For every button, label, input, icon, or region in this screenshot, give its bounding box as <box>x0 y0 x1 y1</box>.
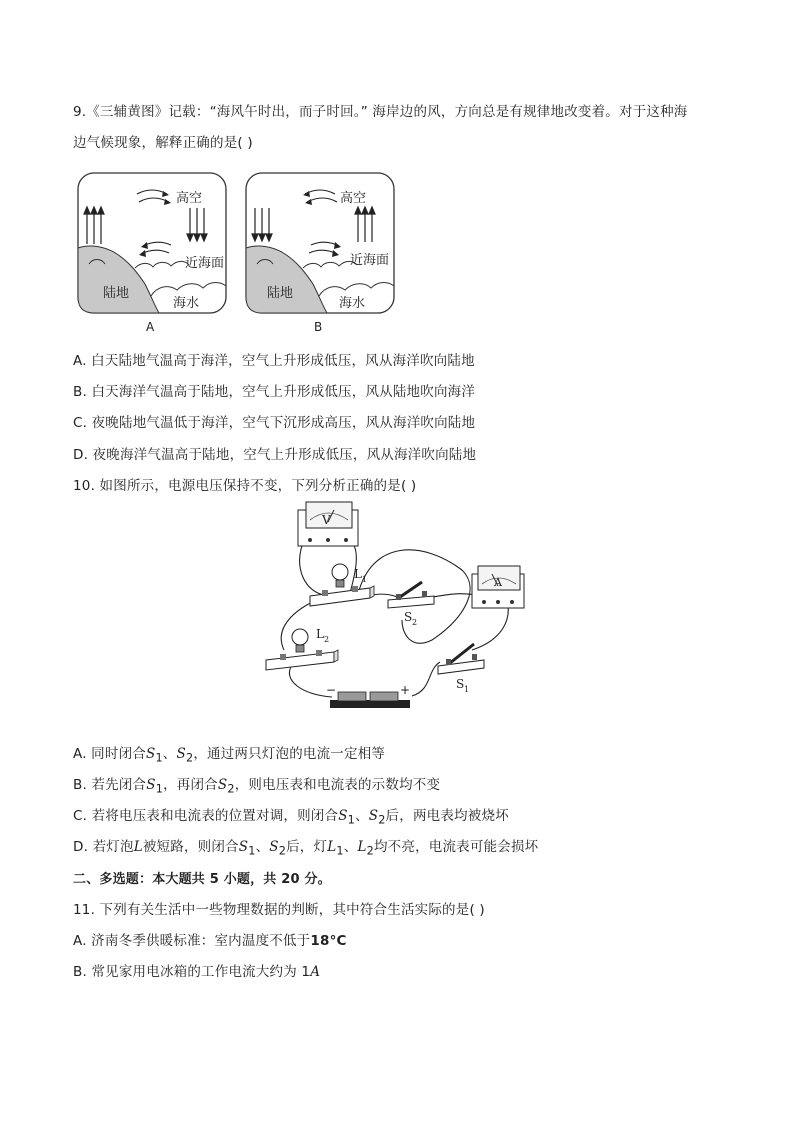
circuit-diagram <box>262 500 532 712</box>
high-air-label-b: 高空 <box>340 191 367 206</box>
land-label-b: 陆地 <box>267 286 294 301</box>
figure-caption-a: A <box>146 320 155 334</box>
battery-minus: − <box>326 683 337 697</box>
switch-s1 <box>438 644 484 694</box>
l2-subscript: 2 <box>324 635 330 644</box>
q11-option-b: B. 常见家用电冰箱的工作电流大约为 1A <box>73 964 321 980</box>
high-air-label-a: 高空 <box>176 191 203 206</box>
s2-label: S <box>404 610 413 624</box>
q9-option-a: A. 白天陆地气温高于海洋，空气上升形成低压，风从海洋吹向陆地 <box>73 353 475 369</box>
near-sea-label-b: 近海面 <box>350 253 390 268</box>
voltmeter <box>298 502 358 546</box>
q11-option-a: A. 济南冬季供暖标准：室内温度不低于18°C <box>73 933 347 949</box>
land-label-a: 陆地 <box>103 286 130 301</box>
voltmeter-label: V <box>322 513 331 527</box>
ammeter <box>472 566 524 608</box>
q10-stem: 10. 如图所示，电源电压保持不变，下列分析正确的是( ) <box>73 478 417 494</box>
lamp-l2 <box>266 627 338 670</box>
ammeter-label: A <box>494 576 502 589</box>
q9-stem-line2: 边气候现象，解释正确的是( ) <box>73 135 253 151</box>
sea-breeze-diagram-a <box>77 172 227 314</box>
s1-subscript: 1 <box>464 685 470 694</box>
q9-stem-line1: 9.《三辅黄图》记载：“海风午时出，而子时回。” 海岸边的风，方向总是有规律地改变着。对于这种海 <box>73 104 688 120</box>
q10-option-b: B. 若先闭合$S_1$，再闭合$S_2$，则电压表和电流表的示数均不变 <box>73 777 441 796</box>
battery-box <box>326 683 410 708</box>
l1-subscript: 1 <box>362 575 368 584</box>
q10-option-c: C. 若将电压表和电流表的位置对调，则闭合$S_1$、$S_2$后，两电表均被烧坏 <box>73 808 509 827</box>
l1-label: L <box>354 567 362 581</box>
q9-option-d: D. 夜晚海洋气温高于陆地，空气上升形成低压，风从海洋吹向陆地 <box>73 447 477 463</box>
switch-s2 <box>388 582 434 627</box>
s1-label: S <box>456 677 465 691</box>
lamp-l1 <box>310 564 374 606</box>
section-heading-multiple-choice: 二、多选题：本大题共 5 小题，共 20 分。 <box>73 872 331 887</box>
q9-option-c: C. 夜晚陆地气温低于海洋，空气下沉形成高压，风从海洋吹向陆地 <box>73 415 476 431</box>
sea-label-a: 海水 <box>173 296 200 311</box>
figure-caption-b: B <box>314 320 323 334</box>
l2-label: L <box>316 627 324 641</box>
q9-option-b: B. 白天海洋气温高于陆地，空气上升形成低压，风从陆地吹向海洋 <box>73 384 476 400</box>
sea-label-b: 海水 <box>339 296 366 311</box>
land-breeze-diagram-b <box>245 172 395 314</box>
s2-subscript: 2 <box>412 618 418 627</box>
near-sea-label-a: 近海面 <box>185 256 225 271</box>
q10-option-d: D. 若灯泡L被短路，则闭合$S_1$、$S_2$后，灯$L_1$、$L_2$均不亮，电流表可能会损坏 <box>73 839 539 858</box>
q11-stem: 11. 下列有关生活中一些物理数据的判断，其中符合生活实际的是( ) <box>73 902 485 918</box>
battery-plus: + <box>400 683 411 697</box>
q10-option-a: A. 同时闭合$S_1$、$S_2$，通过两只灯泡的电流一定相等 <box>73 746 386 765</box>
